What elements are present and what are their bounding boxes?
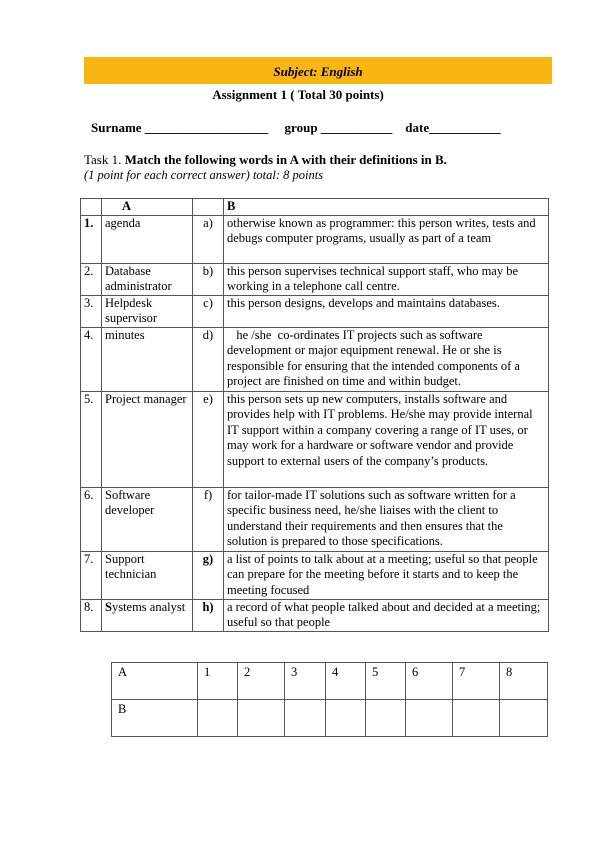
answer-number-cell: 5 (366, 663, 406, 700)
student-info-line: Surname ___________________ group ___________ date___________ (91, 120, 501, 135)
word-cell: minutes (102, 327, 193, 391)
row-number: 5. (81, 391, 102, 487)
row-number: 3. (81, 295, 102, 327)
task-prefix: Task 1. (84, 152, 125, 167)
definition-cell: a list of points to talk about at a meeting; useful so that people can prepare for the meeting before it starts and to keep the meeting focused (224, 551, 549, 599)
definition-cell: otherwise known as programmer: this person writes, tests and debugs computer programs, usually as part of a team (224, 215, 549, 263)
word-rest: ystems analyst (111, 599, 186, 614)
definition-cell: he /she co-ordinates IT projects such as software development or major equipment renewal. He or she is responsible for ensuring that the intended components of a project are finished on time and within budget. (224, 327, 549, 391)
letter-cell: b) (193, 263, 224, 295)
word-cell: Project manager (102, 391, 193, 487)
task-note: (1 point for each correct answer) total: 8 points (84, 168, 324, 182)
answer-blank-cell[interactable] (198, 700, 238, 737)
letter-cell: a) (193, 215, 224, 263)
answer-number-cell: 3 (285, 663, 326, 700)
answer-row-label: B (112, 700, 198, 737)
word-cell: Support technician (102, 551, 193, 599)
task-title: Match the following words in A with their definitions in B. (124, 152, 447, 167)
row-number: 7. (81, 551, 102, 599)
letter-cell: e) (193, 391, 224, 487)
letter-cell: f) (193, 487, 224, 551)
word-first-letter: S (105, 599, 112, 614)
row-number: 4. (81, 327, 102, 391)
definition-cell: a record of what people talked about and decided at a meeting; useful so that people (224, 599, 549, 631)
answer-number-cell: 2 (238, 663, 285, 700)
answer-row-label: A (112, 663, 198, 700)
table-header-row (81, 199, 549, 216)
table-row (81, 215, 549, 263)
answer-blank-cell[interactable] (285, 700, 326, 737)
table-row (81, 487, 549, 551)
word-cell: Database administrator (102, 263, 193, 295)
letter-cell: g) (193, 551, 224, 599)
row-number: 2. (81, 263, 102, 295)
answer-row-a (112, 663, 548, 700)
column-a-header: A (102, 199, 193, 216)
answer-blank-cell[interactable] (500, 700, 548, 737)
table-row (81, 295, 549, 327)
assignment-title: Assignment 1 ( Total 30 points) (212, 87, 384, 102)
answer-number-cell: 1 (198, 663, 238, 700)
header-spacer (81, 199, 102, 216)
header-spacer (193, 199, 224, 216)
letter-cell: d) (193, 327, 224, 391)
table-row (81, 263, 549, 295)
table-row (81, 391, 549, 487)
answer-grid (111, 662, 548, 737)
definition-cell: this person designs, develops and maintains databases. (224, 295, 549, 327)
row-number: 6. (81, 487, 102, 551)
answer-blank-cell[interactable] (406, 700, 453, 737)
letter-cell: c) (193, 295, 224, 327)
word-cell (102, 599, 193, 631)
row-number: 1. (81, 215, 102, 263)
answer-blank-cell[interactable] (326, 700, 366, 737)
word-cell: Helpdesk supervisor (102, 295, 193, 327)
word-cell: agenda (102, 215, 193, 263)
definition-cell: for tailor-made IT solutions such as software written for a specific business need, he/she liaises with the client to understand their requirements and then ensures that the solution is prepared to those specifications. (224, 487, 549, 551)
matching-table (80, 198, 549, 632)
column-b-header: B (224, 199, 549, 216)
answer-number-cell: 6 (406, 663, 453, 700)
answer-row-b (112, 700, 548, 737)
answer-number-cell: 4 (326, 663, 366, 700)
letter-cell: h) (193, 599, 224, 631)
answer-blank-cell[interactable] (238, 700, 285, 737)
definition-cell: this person sets up new computers, installs software and provides help with IT problems. He/she may provide internal IT support within a company covering a range of IT uses, or may work for a hardware or software vendor and provide support to external users of the company’s products. (224, 391, 549, 487)
definition-cell: this person supervises technical support staff, who may be working in a telephone call centre. (224, 263, 549, 295)
table-row (81, 327, 549, 391)
word-cell: Software developer (102, 487, 193, 551)
answer-blank-cell[interactable] (453, 700, 500, 737)
answer-number-cell: 8 (500, 663, 548, 700)
answer-blank-cell[interactable] (366, 700, 406, 737)
row-number: 8. (81, 599, 102, 631)
table-row (81, 599, 549, 631)
subject-banner: Subject: English (84, 57, 552, 84)
answer-number-cell: 7 (453, 663, 500, 700)
task-heading (84, 152, 447, 168)
table-row (81, 551, 549, 599)
